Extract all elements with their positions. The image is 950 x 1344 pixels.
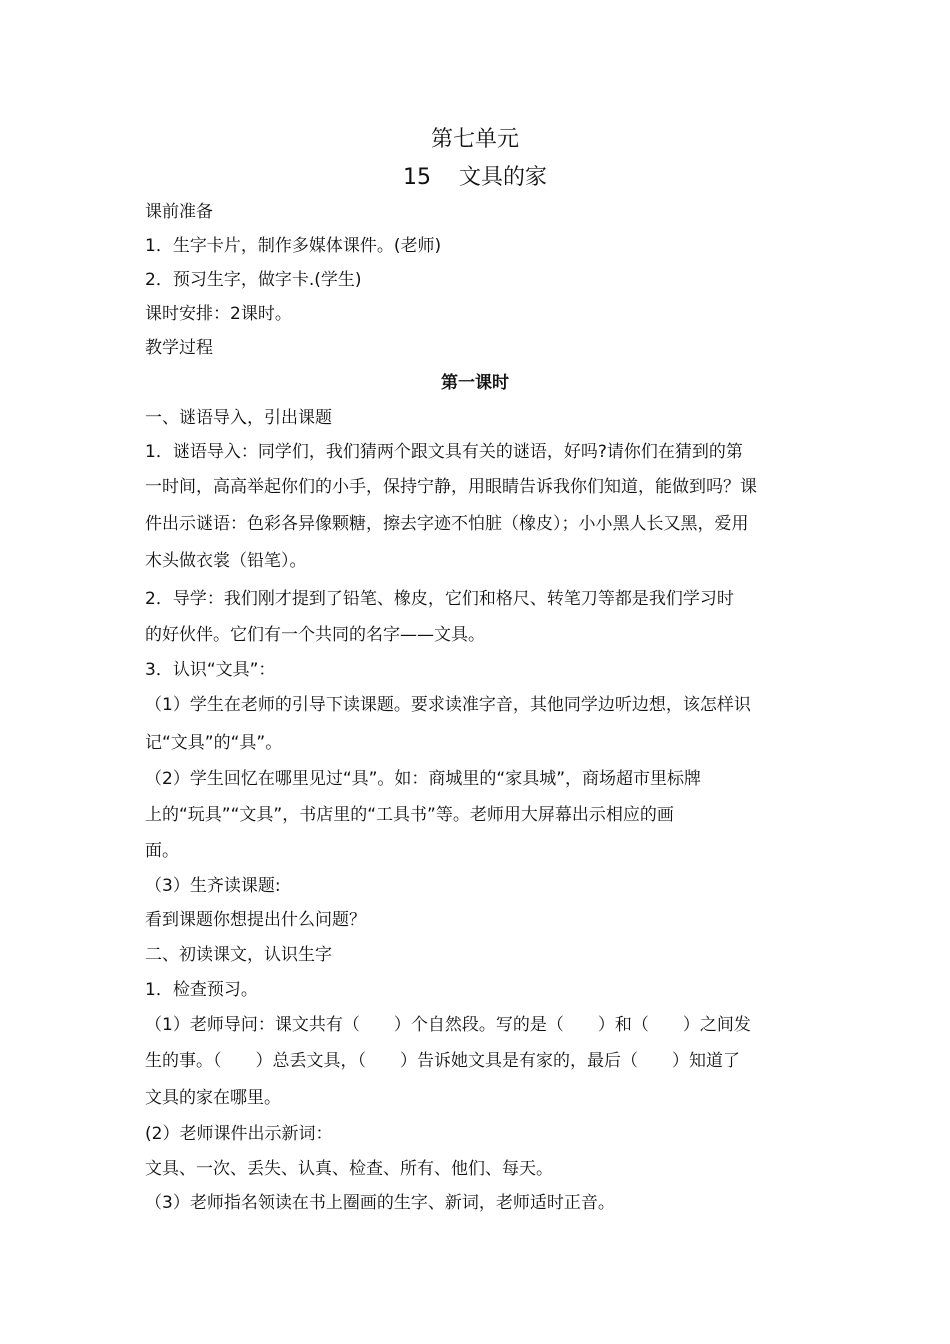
paragraph-line: 1．谜语导入：同学们，我们猜两个跟文具有关的谜语，好吗?请你们在猜到的第 <box>145 442 743 462</box>
paragraph-line: （2）学生回忆在哪里见过“具”。如：商城里的“家具城”，商场超市里标牌 <box>145 769 702 789</box>
paragraph-line: 一时间，高高举起你们的小手，保持宁静，用眼睛告诉我你们知道，能做到吗？课 <box>145 477 757 497</box>
paragraph-line: (2）老师课件出示新词： <box>145 1124 333 1144</box>
unit-title: 第七单元 <box>430 127 519 152</box>
section-heading-prep: 课前准备 <box>145 202 213 222</box>
lesson-name: 文具的家 <box>458 165 547 190</box>
paragraph-line: 面。 <box>145 841 179 861</box>
paragraph-line: 看到课题你想提出什么问题？ <box>145 910 366 930</box>
prep-item-2: 2．预习生字，做字卡.(学生) <box>145 270 362 290</box>
paragraph-line: 1．检查预习。 <box>145 980 258 1000</box>
paragraph-line: 木头做衣裳（铅笔）。 <box>145 551 307 571</box>
paragraph-line: 记“文具”的“具”。 <box>145 733 283 753</box>
lesson-number: 15 <box>402 165 431 190</box>
paragraph-line: 文具的家在哪里。 <box>145 1088 281 1108</box>
paragraph-line: 2．导学：我们刚才提到了铅笔、橡皮，它们和格尺、转笔刀等都是我们学习时 <box>145 589 734 609</box>
paragraph-line: 3．认识“文具”： <box>145 660 276 680</box>
period-heading: 第一课时 <box>441 373 509 393</box>
lesson-title <box>0 160 950 191</box>
schedule-line: 课时安排：2课时。 <box>145 304 292 324</box>
paragraph-line: （3）老师指名领读在书上圈画的生字、新词，老师适时正音。 <box>145 1193 615 1213</box>
section-heading-1: 一、谜语导入，引出课题 <box>145 408 332 428</box>
paragraph-line: （3）生齐读课题: <box>145 876 281 896</box>
word-list-line: 文具、一次、丢失、认真、检查、所有、他们、每天。 <box>145 1159 553 1179</box>
paragraph-line: 的好伙伴。它们有一个共同的名字——文具。 <box>145 625 485 645</box>
paragraph-line: （1）老师导问：课文共有（ ）个自然段。写的是（ ）和（ ）之间发 <box>145 1015 751 1035</box>
paragraph-line: 上的“玩具”“文具”，书店里的“工具书”等。老师用大屏幕出示相应的画 <box>145 805 674 825</box>
prep-item-1: 1．生字卡片，制作多媒体课件。(老师) <box>145 236 442 256</box>
paragraph-line: 件出示谜语：色彩各异像颗糖，擦去字迹不怕脏（橡皮）；小小黑人长又黑，爱用 <box>145 514 749 534</box>
paragraph-line: （1）学生在老师的引导下读课题。要求读准字音，其他同学边听边想，该怎样识 <box>145 695 751 715</box>
section-heading-2: 二、初读课文，认识生字 <box>145 945 332 965</box>
section-heading-process: 教学过程 <box>145 338 213 358</box>
paragraph-line: 生的事。（ ）总丢文具，（ ）告诉她文具是有家的，最后（ ）知道了 <box>145 1051 740 1071</box>
